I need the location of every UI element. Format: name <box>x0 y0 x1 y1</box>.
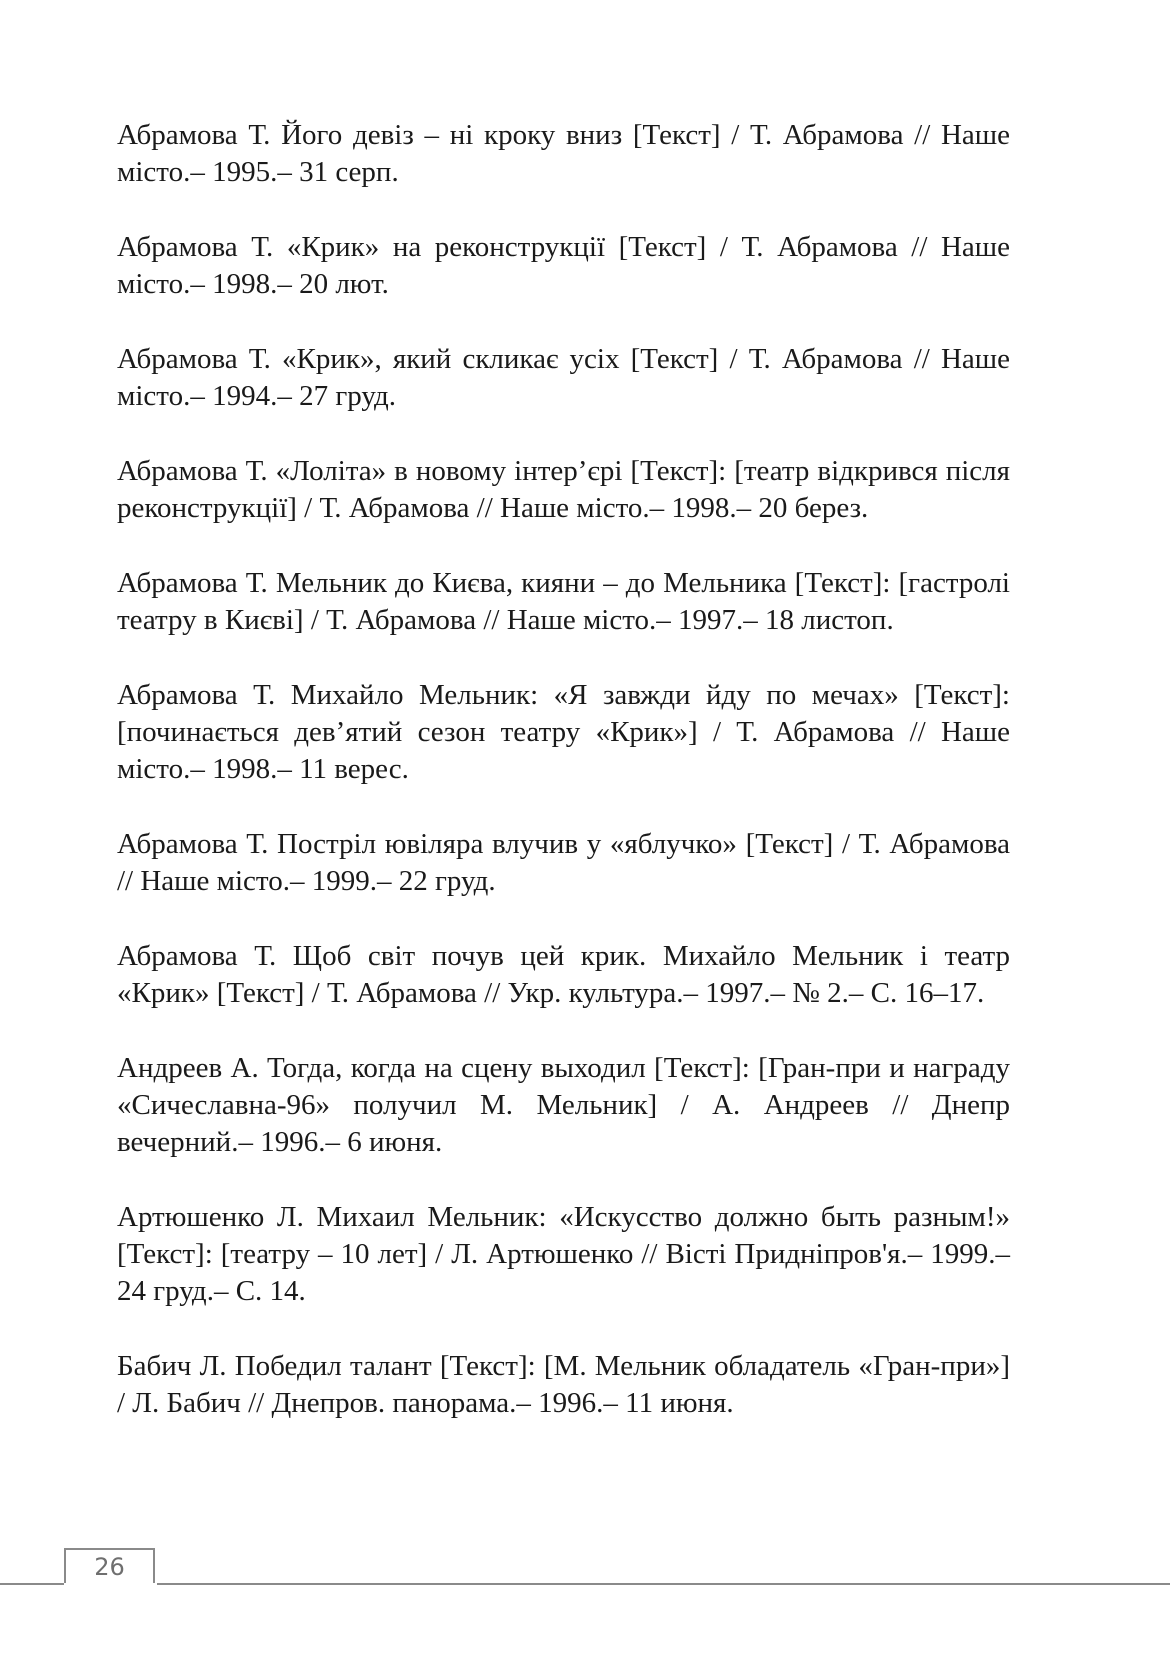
bibliography-entry: Абрамова Т. Михайло Мельник: «Я завжди йду по мечах» [Текст]: [починається дев’ятий сезон театру «Крик»] / Т. Абрамова // Наше місто.– 1998.– 11 верес. <box>117 679 1010 785</box>
bibliography-entry: Абрамова Т. Мельник до Києва, кияни – до Мельника [Текст]: [гастролі театру в Києві] / Т. Абрамова // Наше місто.– 1997.– 18 листоп. <box>117 567 1010 636</box>
footer-rule-right <box>157 1583 1170 1585</box>
bibliography-entry: Андреев А. Тогда, когда на сцену выходил [Текст]: [Гран-при и награду «Сичеславна-96» получил М. Мельник] / А. Андреев // Днепр вечерний.– 1996.– 6 июня. <box>117 1052 1010 1158</box>
bibliography-entry: Абрамова Т. Щоб світ почув цей крик. Михайло Мельник і театр «Крик» [Текст] / Т. Абрамова // Укр. культура.– 1997.– № 2.– С. 16–17. <box>117 940 1010 1009</box>
bibliography-entry: Абрамова Т. «Лоліта» в новому інтер’єрі [Текст]: [театр відкрився після реконструкції] / Т. Абрамова // Наше місто.– 1998.– 20 берез. <box>117 455 1010 524</box>
bibliography-entry: Артюшенко Л. Михаил Мельник: «Искусство должно быть разным!» [Текст]: [театру – 10 лет] / Л. Артюшенко // Вісті Придніпров'я.– 1999.– 24 груд.– С. 14. <box>117 1201 1010 1307</box>
bibliography-entry: Абрамова Т. «Крик», який скликає усіх [Текст] / Т. Абрамова // Наше місто.– 1994.– 27 груд. <box>117 343 1010 412</box>
page-number: 26 <box>94 1553 125 1581</box>
bibliography-list <box>117 117 1010 1460</box>
footer-rule-left <box>0 1583 64 1585</box>
bibliography-entry: Абрамова Т. «Крик» на реконструкції [Текст] / Т. Абрамова // Наше місто.– 1998.– 20 лют. <box>117 231 1010 300</box>
bibliography-entry: Абрамова Т. Постріл ювіляра влучив у «яблучко» [Текст] / Т. Абрамова // Наше місто.– 1999.– 22 груд. <box>117 828 1010 897</box>
page-number-box <box>64 1548 155 1583</box>
page-footer <box>0 1548 1170 1588</box>
bibliography-entry: Абрамова Т. Його девіз – ні кроку вниз [Текст] / Т. Абрамова // Наше місто.– 1995.– 31 серп. <box>117 119 1010 188</box>
bibliography-entry: Бабич Л. Победил талант [Текст]: [М. Мельник обладатель «Гран-при»] / Л. Бабич // Днепров. панорама.– 1996.– 11 июня. <box>117 1350 1010 1419</box>
